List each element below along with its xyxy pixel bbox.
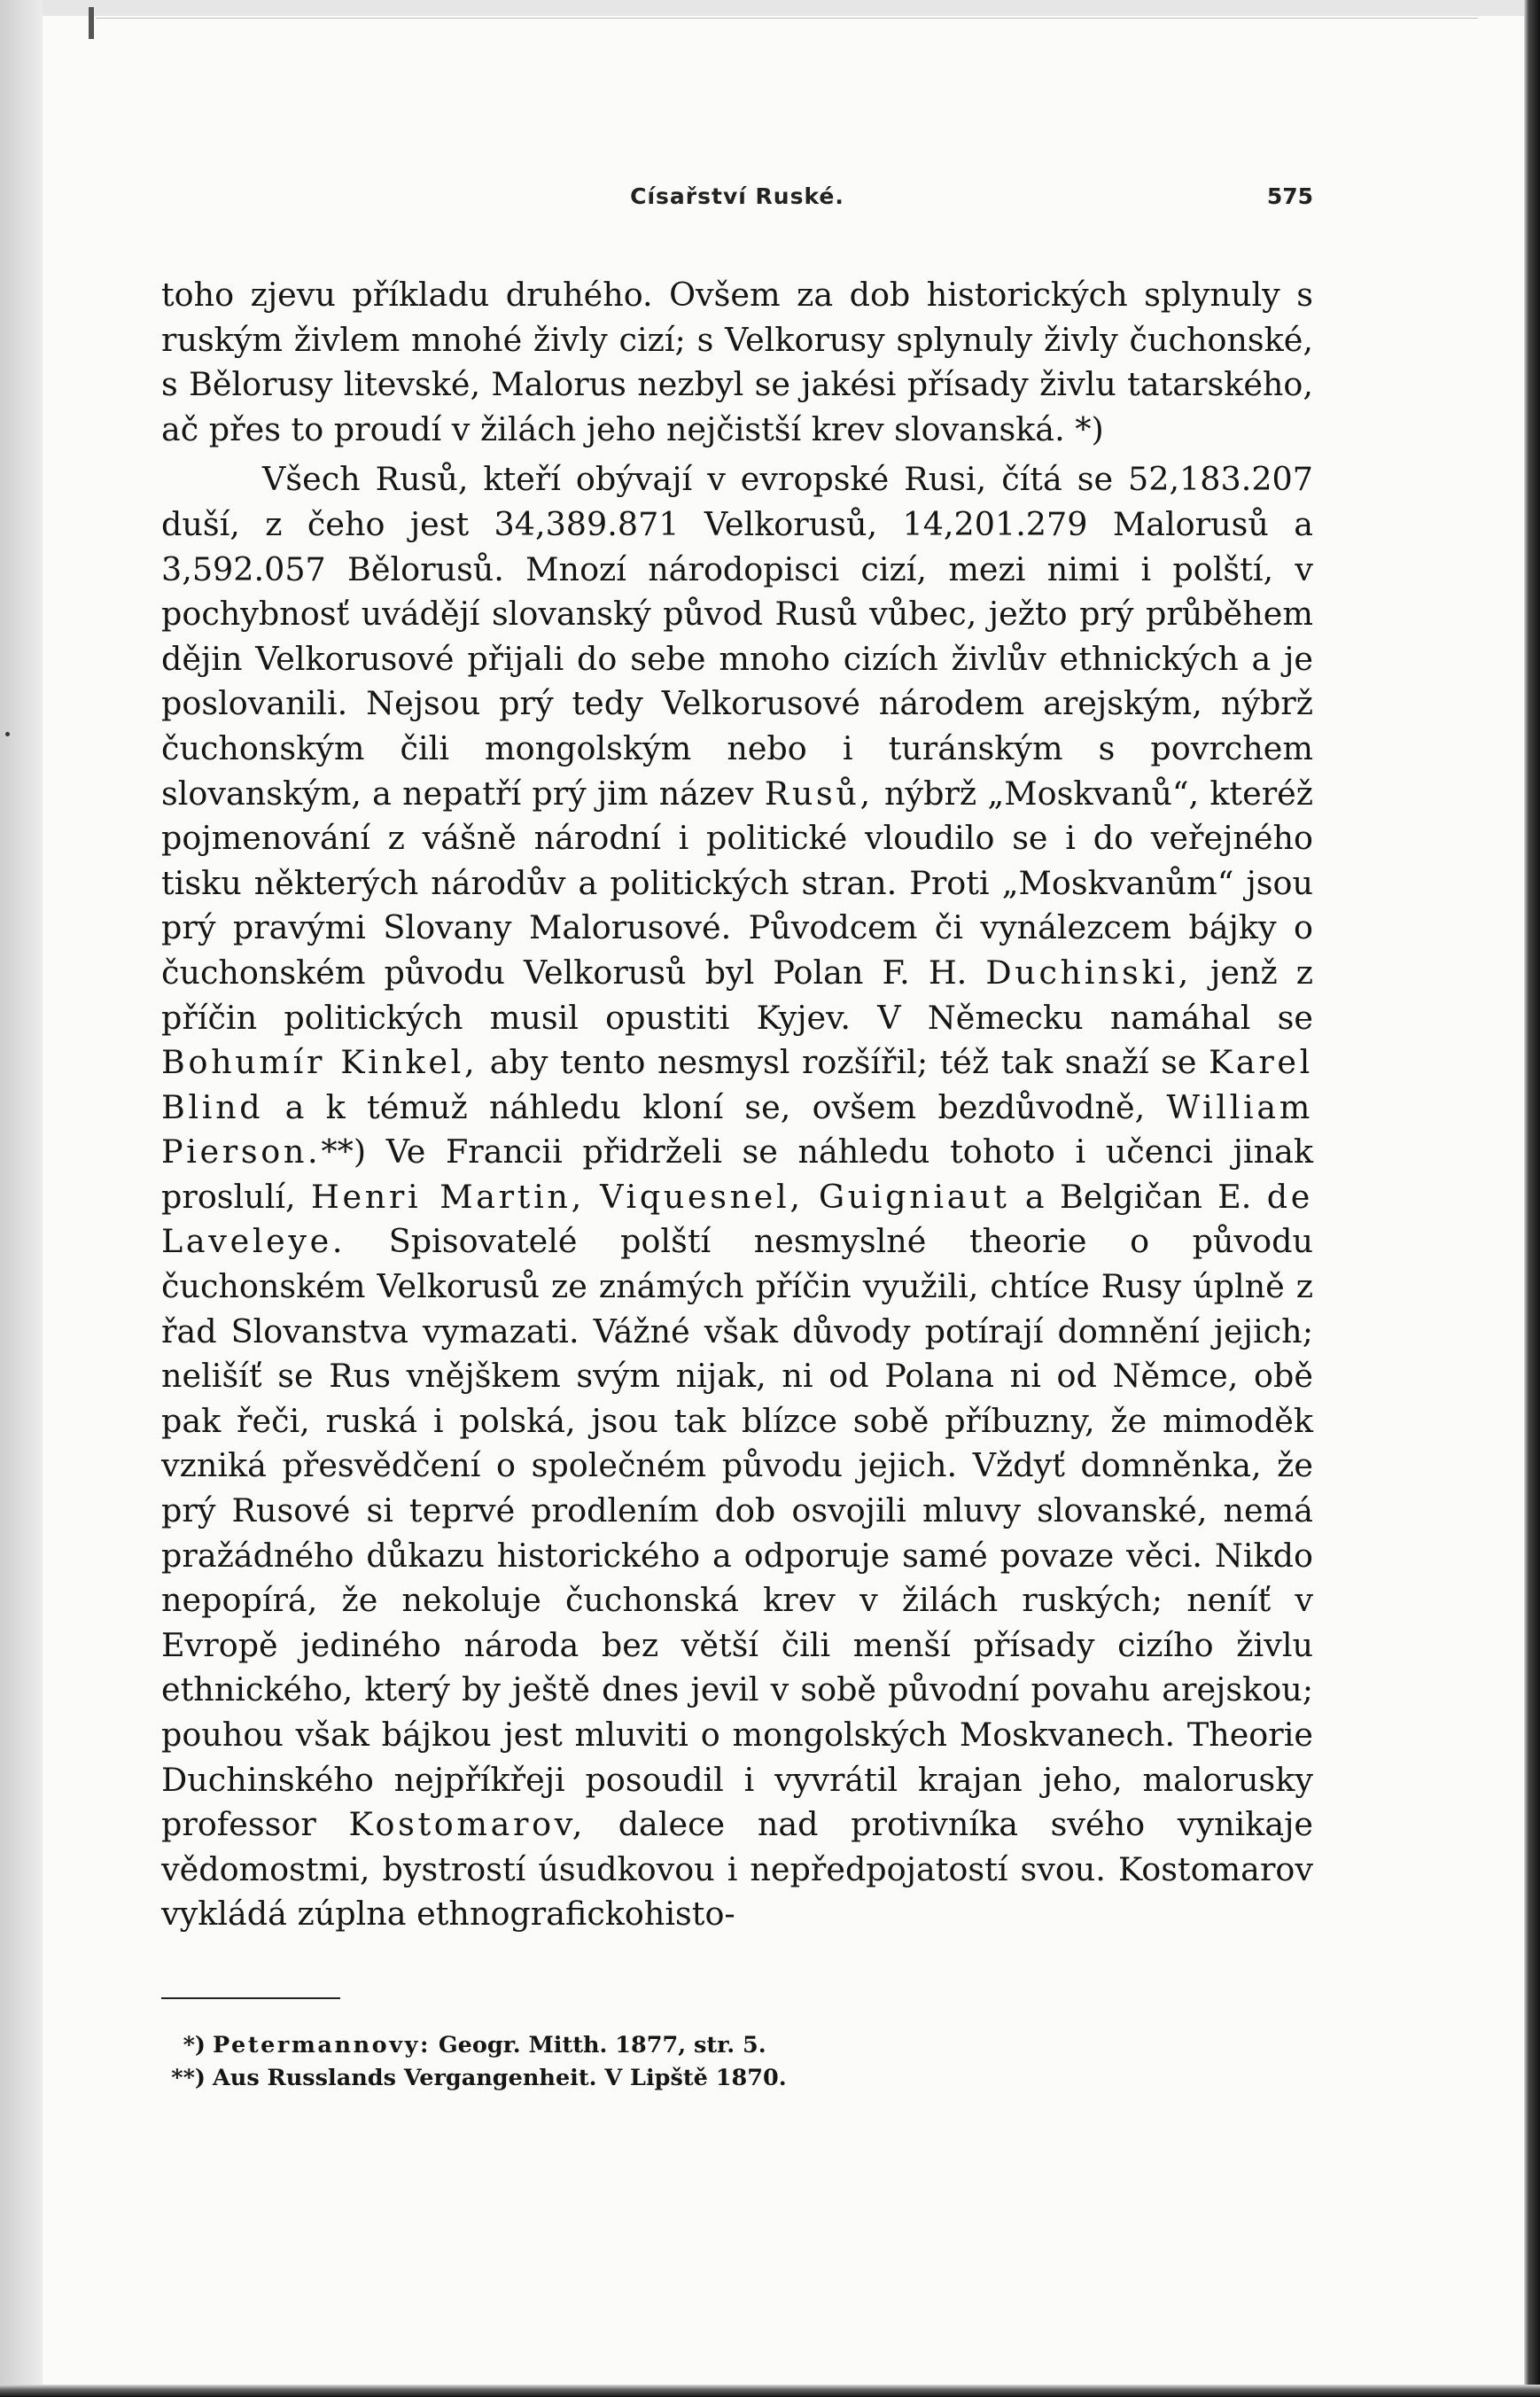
spaced-name-guigniaut: Guigniaut (818, 1177, 1010, 1216)
scan-edge-right (1524, 0, 1540, 2397)
footnote-1 (161, 2029, 1313, 2062)
paragraph-1 (161, 273, 1313, 452)
footnote-text: Geogr. Mitth. 1877, str. 5. (438, 2032, 766, 2058)
paragraph-2-text-4: aby tento nesmysl rozšířil; též tak snaží se (489, 1043, 1197, 1082)
spaced-name-martin: Henri Martin, (310, 1177, 585, 1216)
margin-speck (5, 732, 10, 736)
spaced-name-blind: Karel Blind (161, 1043, 1313, 1126)
running-head (161, 183, 1313, 219)
running-title: Císařství Ruské. (630, 183, 844, 209)
main-text (161, 273, 1313, 1937)
footnote-mark: **) (171, 2065, 206, 2091)
page-number: 575 (1266, 183, 1313, 209)
paragraph-2 (161, 457, 1313, 1937)
paragraph-2-text-1: Všech Rusů, kteří obývají v evropské Rusi, čítá se 52,183.207 duší, z čeho jest 34,389.871 Velkorusů, 14,201.279 Malorusů a 3,592.057 Bělorusů. Mnozí národopisci cizí, mezi nimi i polští, v pochybnosť uvádějí slovanský původ Rusů vůbec, ježto prý průběhem dějin Velkorusové přijali do sebe mnoho cizích živlův ethnických a je poslovanili. Nejsou prý tedy Velkorusové národem arejským, nýbrž čuchonským čili mongolským nebo i turánským s povrchem slovanským, a nepatří prý jim název (161, 460, 1313, 813)
paragraph-2-text-7: a Belgičan E. (1024, 1177, 1252, 1216)
spaced-name-kinkel: Bohumír Kinkel, (161, 1043, 478, 1082)
spaced-name-laveleye: de Laveleye. (161, 1177, 1313, 1261)
paragraph-2-text-6: Ve Francii přidrželi se náhledu tohoto i učenci jinak proslulí, (161, 1132, 1313, 1216)
paragraph-2-text-8: Spisovatelé polští nesmyslné theorie o původu čuchonském Velkorusů ze známých příčin využili, chtíce Rusy úplně z řad Slovanstva vymazati. Vážné však důvody potírají domnění jejich; nelišíť se Rus vnějškem svým nijak, ni od Polana ni od Němce, obě pak řeči, ruská i polská, jsou tak blízce sobě příbuzny, že mimoděk vzniká přesvědčení o společném původu jejich. Vždyť domněnka, že prý Rusové si teprvé prodlením dob osvojili mluvy slovanské, nemá pražádného důkazu historického a odporuje samé povaze věci. Nikdo nepopírá, že nekoluje čuchonská krev v žilách ruských; neníť v Evropě jediného národa bez větší čili menší přísady cizího živlu ethnického, který by ještě dnes jevil v sobě původní povahu arejskou; pouhou však bájkou jest mluviti o mongolských Moskvanech. Theorie Duchinského nejpříkřeji posoudil i vyvrátil krajan jeho, malorusky professor (161, 1222, 1313, 1844)
spaced-term-rusu: Rusů, (764, 774, 874, 813)
footnote-ref-1: *) (1075, 409, 1104, 448)
spaced-name-pierson: William Pierson. (161, 1087, 1313, 1171)
footnote-author: Petermannovy: (213, 2032, 431, 2058)
footnote-rule (161, 1997, 340, 1999)
footnote-2 (161, 2062, 1313, 2095)
footnotes (161, 2029, 1313, 2095)
spaced-name-duchinski: Duchinski, (985, 953, 1192, 992)
scan-top-line (96, 18, 1478, 19)
footnote-mark: *) (183, 2032, 206, 2058)
paragraph-2-text-9: dalece nad protivníka svého vynikaje vědomostmi, bystrostí úsudkovou i nepředpojatostí svou. Kostomarov vykládá zúplna ethnografickohisto- (161, 1805, 1313, 1934)
footnote-ref-2: **) (321, 1132, 367, 1171)
footnote-text: Aus Russlands Vergangenheit. V Lipště 1870. (213, 2065, 787, 2091)
spaced-name-viquesnel: Viquesnel, (600, 1177, 804, 1216)
paragraph-2-text-3: jenž z příčin politických musil opustiti Kyjev. V Německu namáhal se (161, 953, 1313, 1037)
spaced-name-kostomarov: Kostomarov, (348, 1805, 586, 1844)
scan-edge-top (0, 0, 1540, 16)
paragraph-1-text: toho zjevu příkladu druhého. Ovšem za dob historických splynuly s ruským živlem mnohé živly cizí; s Velkorusy splynuly živly čuchonské, s Bělorusy litevské, Malorus nezbyl se jakési přísady živlu tatarského, ač přes to proudí v žilách jeho nejčistší krev slovanská. (161, 276, 1313, 448)
scan-corner-mark (89, 7, 94, 39)
scan-edge-bottom (0, 2385, 1540, 2397)
scan-edge-left (0, 0, 43, 2397)
paragraph-2-text-2: nýbrž „Moskvanů“, kteréž pojmenování z vášně národní i politické vloudilo se i do veřejného tisku některých národův a politických stran. Proti „Moskvanům“ jsou prý pravými Slovany Malorusové. Původcem či vynálezcem bájky o čuchonském původu Velkorusů byl Polan F. H. (161, 774, 1313, 992)
paragraph-2-text-5: a k témuž náhledu kloní se, ovšem bezdůvodně, (284, 1087, 1146, 1126)
